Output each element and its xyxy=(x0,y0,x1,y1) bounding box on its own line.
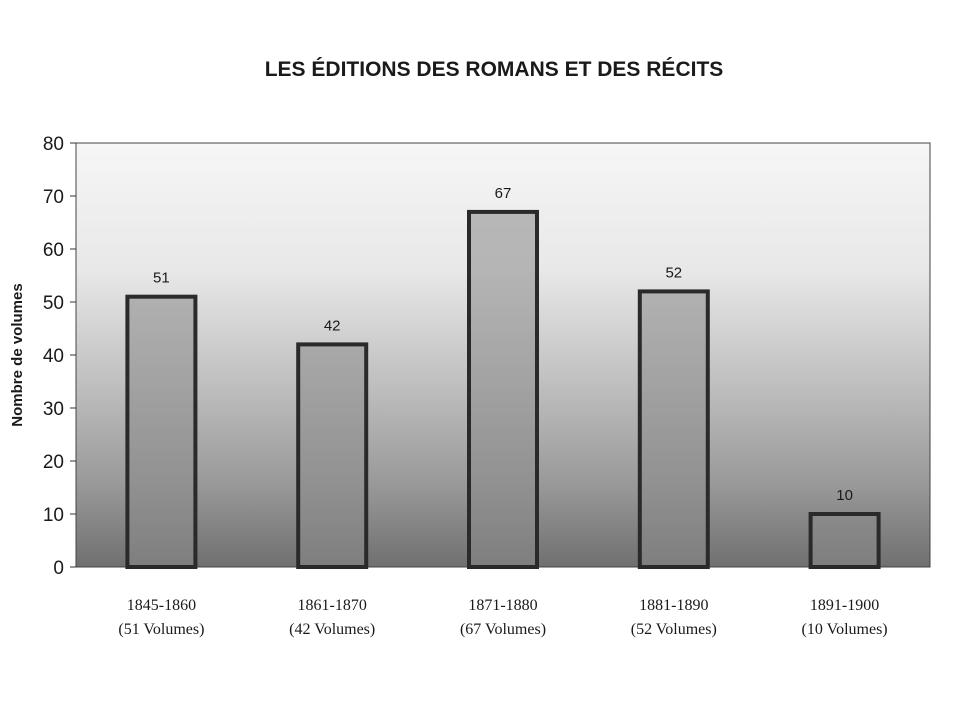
y-tick-label: 40 xyxy=(42,346,64,367)
data-label: 51 xyxy=(153,269,170,287)
x-category-sublabel: (10 Volumes) xyxy=(801,621,888,638)
y-tick-label: 80 xyxy=(42,134,64,155)
x-category-label: 1891-1900 xyxy=(809,597,880,614)
y-axis-label: Nombre de volumes xyxy=(9,283,26,427)
bar xyxy=(811,514,879,567)
y-tick-label: 0 xyxy=(53,558,64,579)
y-tick-label: 20 xyxy=(42,452,64,473)
y-axis-ticks xyxy=(43,134,76,579)
y-tick-label: 50 xyxy=(42,293,64,314)
bar xyxy=(640,291,708,567)
bar xyxy=(298,344,366,567)
y-tick-label: 60 xyxy=(42,240,64,261)
y-tick-label: 10 xyxy=(42,505,64,526)
bar xyxy=(469,212,537,567)
x-category-sublabel: (67 Volumes) xyxy=(459,621,547,638)
data-label: 67 xyxy=(494,184,512,202)
y-tick-label: 70 xyxy=(42,187,64,208)
x-axis-categories xyxy=(118,597,887,638)
x-category-label: 1861-1870 xyxy=(297,597,367,614)
x-category-sublabel: (42 Volumes) xyxy=(289,621,376,638)
data-label: 10 xyxy=(836,487,853,504)
y-tick-label: 30 xyxy=(42,399,64,420)
x-category-sublabel: (52 Volumes) xyxy=(630,621,717,638)
x-category-sublabel: (51 Volumes) xyxy=(118,621,205,638)
x-category-label: 1881-1890 xyxy=(639,597,709,614)
bar xyxy=(127,297,195,567)
data-label: 42 xyxy=(323,317,341,335)
chart-title: LES ÉDITIONS DES ROMANS ET DES RÉCITS xyxy=(264,58,724,81)
x-category-label: 1845-1860 xyxy=(126,597,197,614)
x-category-label: 1871-1880 xyxy=(468,597,538,614)
data-label: 52 xyxy=(665,264,683,282)
